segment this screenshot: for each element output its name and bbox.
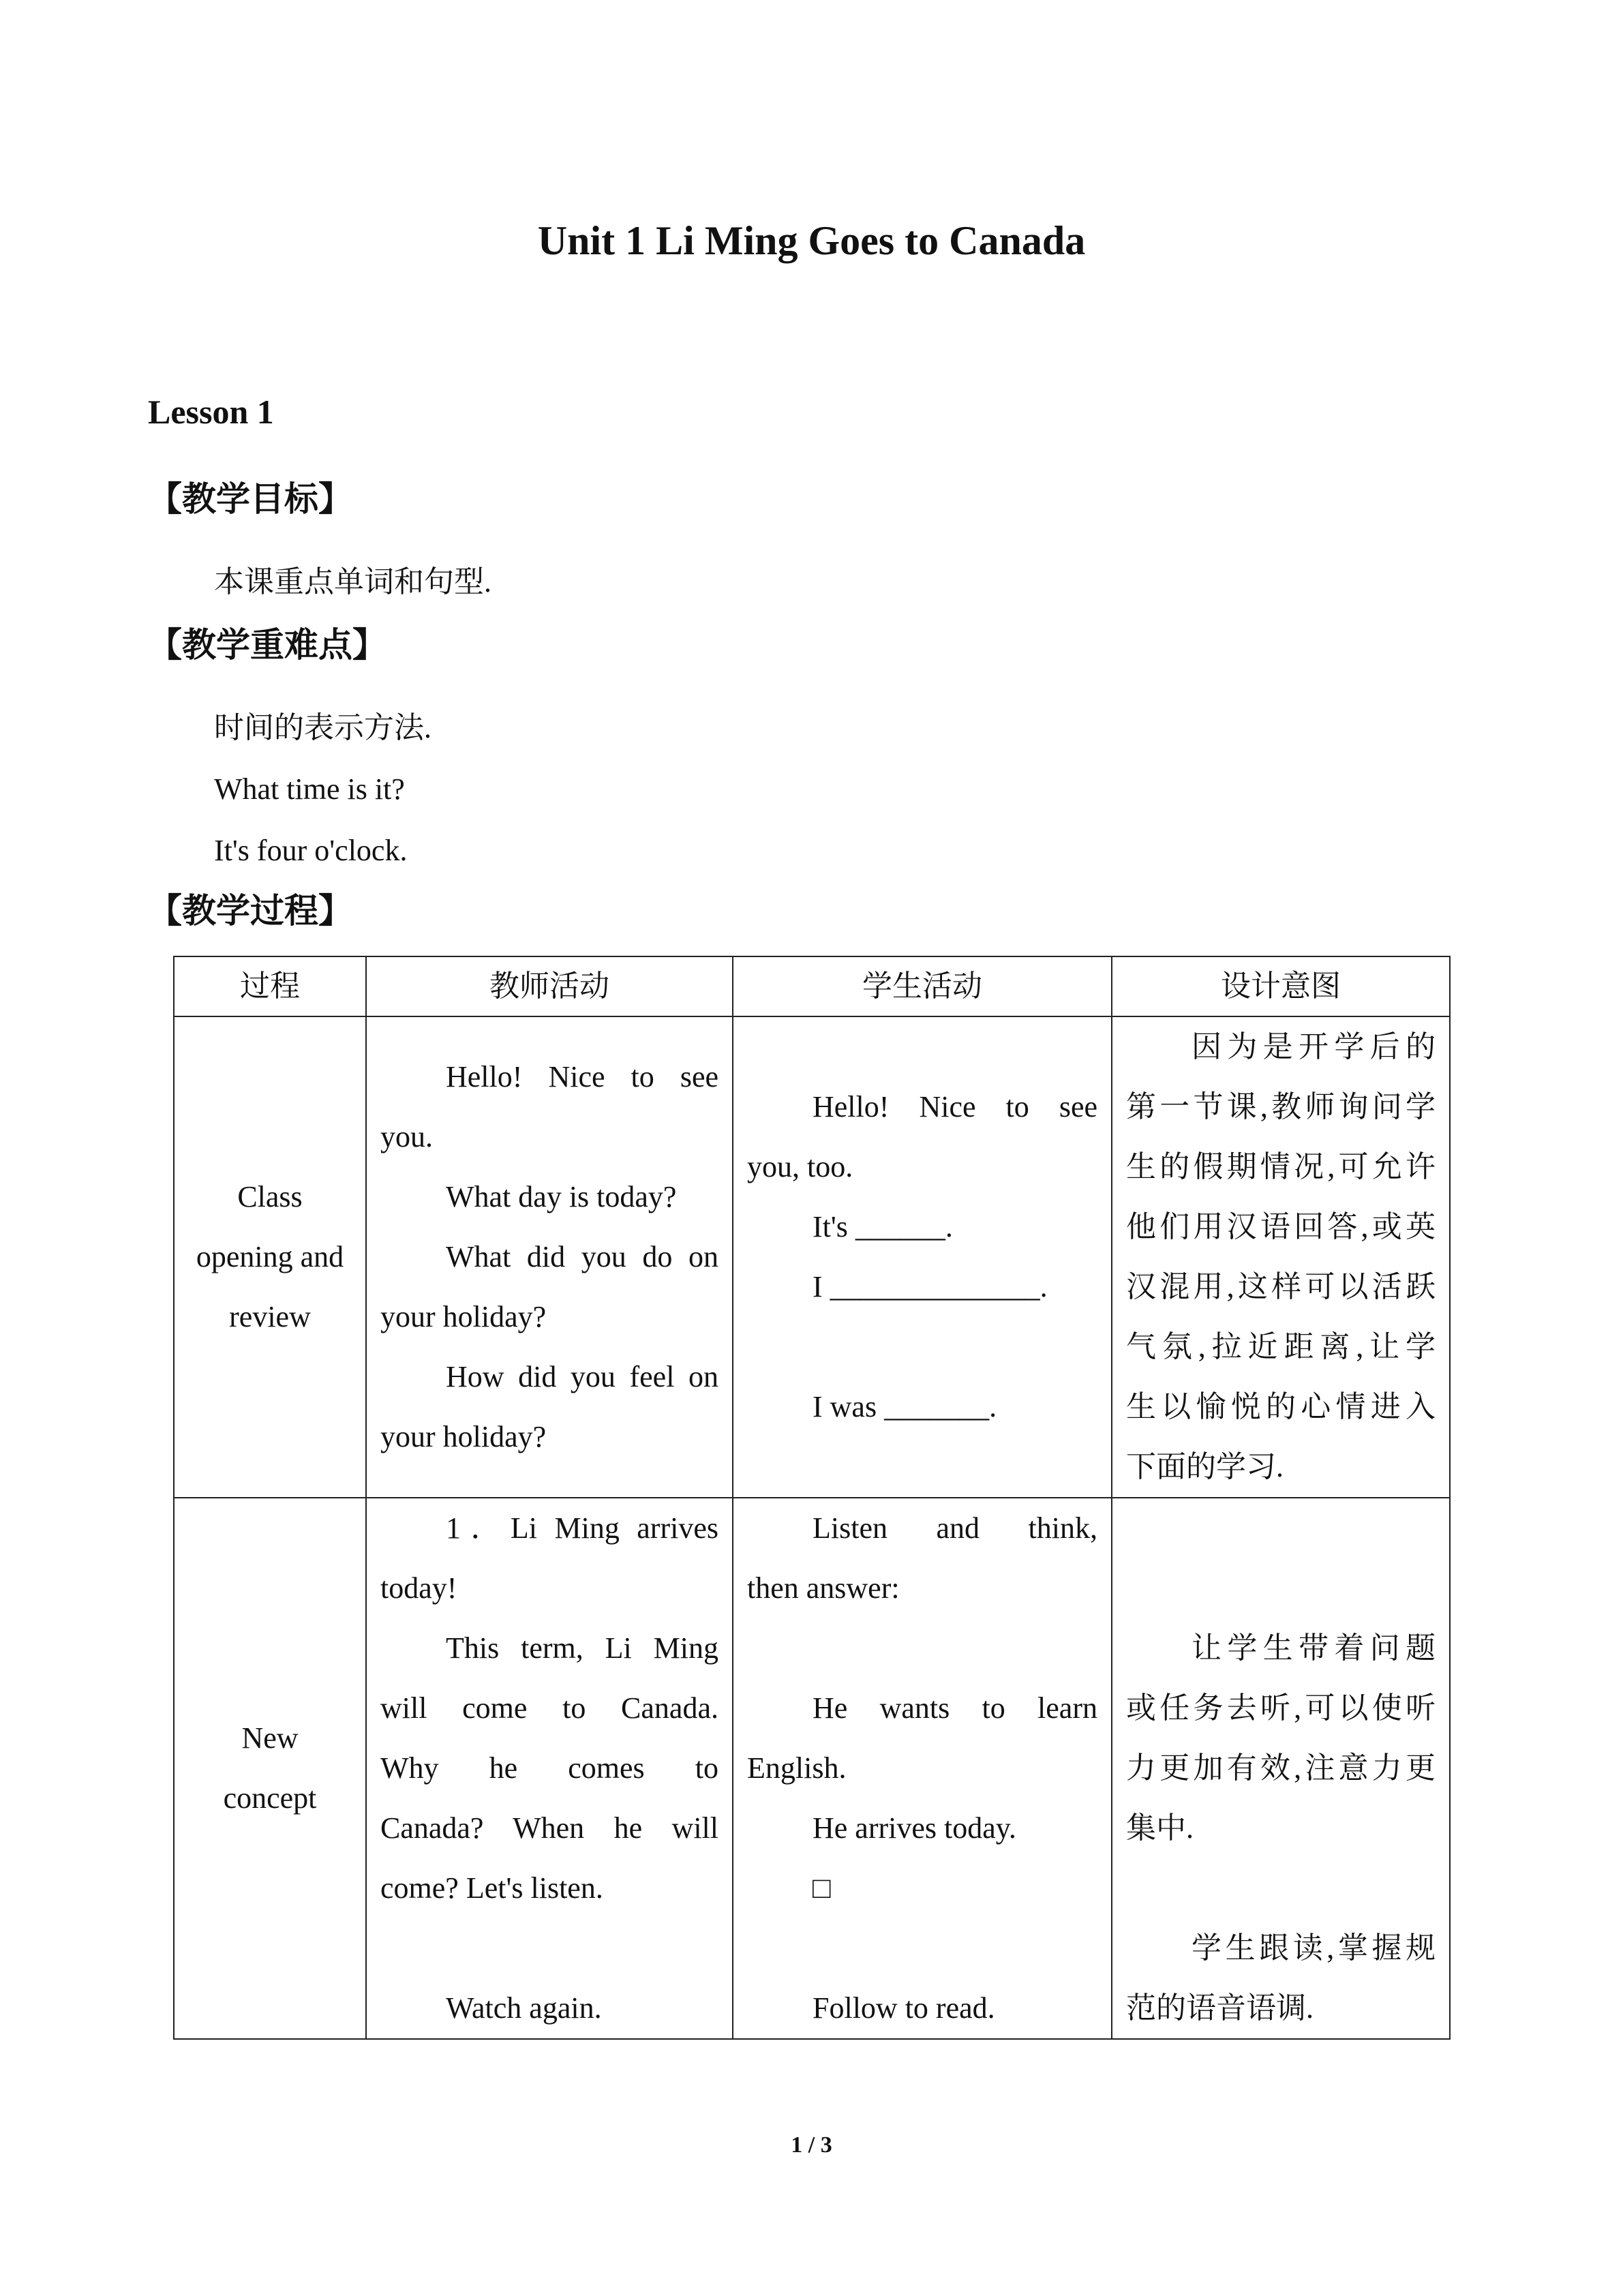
- student-line: then answer:: [747, 1571, 900, 1605]
- table-header-row: [174, 956, 1450, 1016]
- intent-cell: [1112, 1498, 1450, 2039]
- spacer: [380, 1918, 718, 1978]
- intent-line: 汉混用,这样可以活跃: [1126, 1270, 1436, 1303]
- teacher-line: What did you do on: [446, 1240, 718, 1273]
- intent-line: 让学生带着问题: [1192, 1631, 1436, 1665]
- teacher-line: Hello! Nice to see: [446, 1060, 718, 1093]
- student-line: Hello! Nice to see: [813, 1090, 1097, 1123]
- spacer: [1126, 1498, 1436, 1558]
- teacher-line: What day is today?: [446, 1180, 677, 1213]
- stage-label: Class: [237, 1180, 303, 1213]
- teacher-line: your holiday?: [380, 1300, 547, 1333]
- process-heading: 【教学过程】: [148, 891, 352, 931]
- teacher-line: come? Let's listen.: [380, 1871, 603, 1905]
- page-number: 1 / 3: [791, 2132, 832, 2158]
- student-cell: [733, 1016, 1112, 1498]
- student-cell: [733, 1498, 1112, 2039]
- student-line: He wants to learn: [813, 1691, 1097, 1725]
- intent-line: 学生跟读,掌握规: [1192, 1931, 1436, 1965]
- header-stage: 过程: [174, 956, 366, 1016]
- intent-line: 力更加有效,注意力更: [1126, 1751, 1436, 1785]
- teacher-line: Watch again.: [446, 1991, 602, 2025]
- lesson-heading: Lesson 1: [148, 393, 274, 431]
- header-design-intent: 设计意图: [1112, 956, 1450, 1016]
- student-line: □: [813, 1871, 831, 1905]
- teacher-line: 1．Li Ming arrives: [446, 1511, 718, 1545]
- stage-label: concept: [223, 1781, 317, 1815]
- intent-line: 气氛,拉近距离,让学: [1126, 1330, 1436, 1363]
- teacher-line: How did you feel on: [446, 1360, 718, 1393]
- key-points-heading: 【教学重难点】: [148, 625, 386, 665]
- spacer: [1126, 1558, 1436, 1618]
- student-line: I ______________.: [813, 1270, 1048, 1303]
- objectives-line: 本课重点单词和句型.: [214, 565, 491, 599]
- key-points-line: It's four o'clock.: [214, 834, 408, 867]
- key-points-line: What time is it?: [214, 772, 405, 806]
- teacher-line: you.: [380, 1120, 433, 1153]
- student-line: He arrives today.: [813, 1811, 1016, 1845]
- intent-line: 或任务去听,可以使听: [1126, 1691, 1436, 1725]
- teacher-line: today!: [380, 1571, 457, 1605]
- spacer: [747, 1317, 1097, 1377]
- stage-label: New: [241, 1721, 299, 1755]
- header-teacher-activity: 教师活动: [366, 956, 733, 1016]
- student-line: English.: [747, 1751, 847, 1785]
- intent-line: 他们用汉语回答,或英: [1126, 1210, 1436, 1243]
- teacher-line: your holiday?: [380, 1420, 547, 1453]
- intent-line: 第一节课,教师询问学: [1126, 1090, 1436, 1123]
- intent-cell: [1112, 1016, 1450, 1498]
- intent-line: 因为是开学后的: [1192, 1030, 1436, 1063]
- stage-label: review: [229, 1300, 311, 1333]
- teacher-line: This term, Li Ming: [446, 1631, 718, 1665]
- intent-line: 下面的学习.: [1126, 1450, 1284, 1483]
- student-line: It's ______.: [813, 1210, 953, 1243]
- intent-line: 范的语音语调.: [1126, 1991, 1314, 2025]
- teacher-cell: [366, 1016, 733, 1498]
- intent-line: 集中.: [1126, 1811, 1194, 1845]
- stage-cell: [174, 1016, 366, 1498]
- table-row: [174, 1016, 1450, 1498]
- objectives-heading: 【教学目标】: [148, 479, 352, 519]
- document-title: Unit 1 Li Ming Goes to Canada: [537, 218, 1086, 263]
- teacher-cell: [366, 1498, 733, 2039]
- student-line: Follow to read.: [813, 1991, 995, 2025]
- intent-line: 生以愉悦的心情进入: [1126, 1390, 1436, 1423]
- spacer: [747, 1618, 1097, 1678]
- stage-label: opening and: [196, 1240, 344, 1273]
- student-line: you, too.: [747, 1150, 853, 1183]
- teaching-process-table: [173, 956, 1451, 2040]
- student-line: Listen and think,: [813, 1511, 1097, 1545]
- spacer: [1126, 1858, 1436, 1918]
- intent-line: 生的假期情况,可允许: [1126, 1150, 1436, 1183]
- teacher-line: Canada? When he will: [380, 1811, 718, 1845]
- table-row: [174, 1498, 1450, 2039]
- spacer: [747, 1918, 1097, 1978]
- teacher-line: will come to Canada.: [380, 1691, 718, 1725]
- stage-cell: [174, 1498, 366, 2039]
- key-points-line: 时间的表示方法.: [214, 711, 431, 744]
- teacher-line: Why he comes to: [380, 1751, 718, 1785]
- student-line: I was _______.: [813, 1390, 997, 1423]
- header-student-activity: 学生活动: [733, 956, 1112, 1016]
